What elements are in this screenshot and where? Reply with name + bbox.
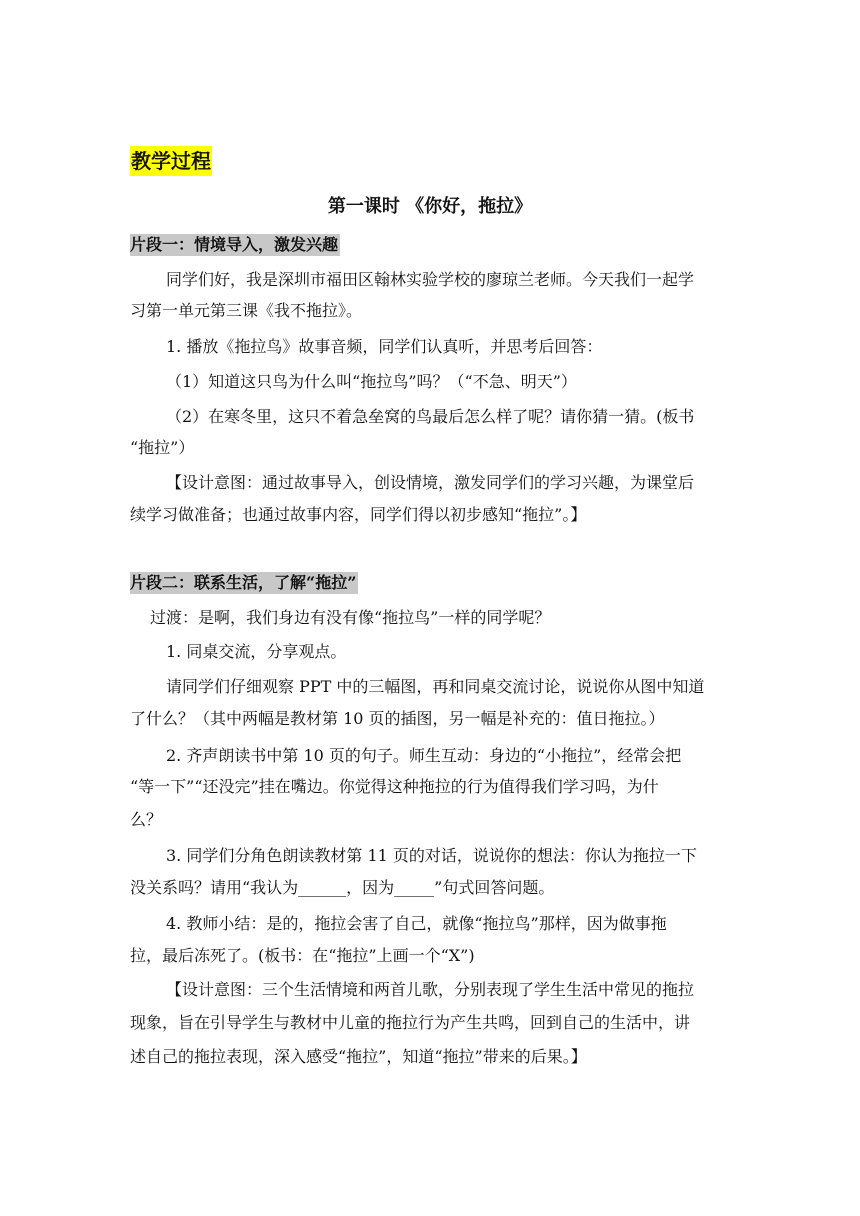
section-title: 教学过程 — [130, 146, 212, 176]
design-intent-line: 【设计意图：通过故事导入，创设情境，激发同学们的学习兴趣，为课堂后 — [166, 473, 695, 492]
paragraph-line: 同学们好，我是深圳市福田区翰林实验学校的廖琼兰老师。今天我们一起学 — [166, 270, 695, 289]
design-intent-line: 述自己的拖拉表现，深入感受“拖拉”，知道“拖拉”带来的后果。】 — [130, 1047, 587, 1066]
paragraph-line: 拉，最后冻死了。(板书：在“拖拉”上画一个“X”) — [130, 946, 475, 965]
lesson-subtitle: 第一课时 《你好，拖拉》 — [327, 196, 533, 217]
paragraph-line: “等一下”“还没完”挂在嘴边。你觉得这种拖拉的行为值得我们学习吗，为什 — [130, 777, 659, 796]
paragraph-line: “拖拉”） — [130, 438, 195, 457]
paragraph-line: 习第一单元第三课《我不拖拉》。 — [130, 301, 363, 320]
paragraph-line: 没关系吗？请用“我认为______，因为_____”句式回答问题。 — [130, 878, 555, 897]
paragraph-line: （2）在寒冬里，这只不着急垒窝的鸟最后怎么样了呢？请你猜一猜。(板书 — [166, 407, 695, 426]
paragraph-line: 3. 同学们分角色朗读教材第 11 页的对话，说说你的想法：你认为拖拉一下 — [166, 846, 697, 865]
paragraph-line: 1. 播放《拖拉鸟》故事音频，同学们认真听，并思考后回答： — [166, 337, 603, 356]
paragraph-line: 了什么？（其中两幅是教材第 10 页的插图，另一幅是补充的：值日拖拉。） — [130, 709, 665, 728]
paragraph-line: 2. 齐声朗读书中第 10 页的句子。师生互动：身边的“小拖拉”，经常会把 — [166, 746, 682, 765]
paragraph-line: 4. 教师小结：是的，拖拉会害了自己，就像“拖拉鸟”那样，因为做事拖 — [166, 914, 667, 933]
paragraph-line: （1）知道这只鸟为什么叫“拖拉鸟”吗？（“不急、明天”） — [166, 372, 577, 391]
design-intent-line: 续学习做准备；也通过故事内容，同学们得以初步感知“拖拉”。】 — [130, 505, 587, 524]
paragraph-line: 请同学们仔细观察 PPT 中的三幅图，再和同桌交流讨论，说说你从图中知道 — [166, 677, 705, 696]
segment1-heading: 片段一：情境导入，激发兴趣 — [130, 235, 339, 254]
paragraph-line: 么？ — [130, 810, 163, 829]
segment2-heading: 片段二：联系生活，了解“拖拉” — [130, 573, 357, 592]
design-intent-line: 【设计意图：三个生活情境和两首儿歌，分别表现了学生生活中常见的拖拉 — [166, 980, 695, 999]
paragraph-line: 1. 同桌交流，分享观点。 — [166, 642, 347, 661]
design-intent-line: 现象，旨在引导学生与教材中儿童的拖拉行为产生共鸣，回到自己的生活中，讲 — [130, 1013, 691, 1032]
paragraph-line: 过渡：是啊，我们身边有没有像“拖拉鸟”一样的同学呢？ — [150, 608, 551, 627]
